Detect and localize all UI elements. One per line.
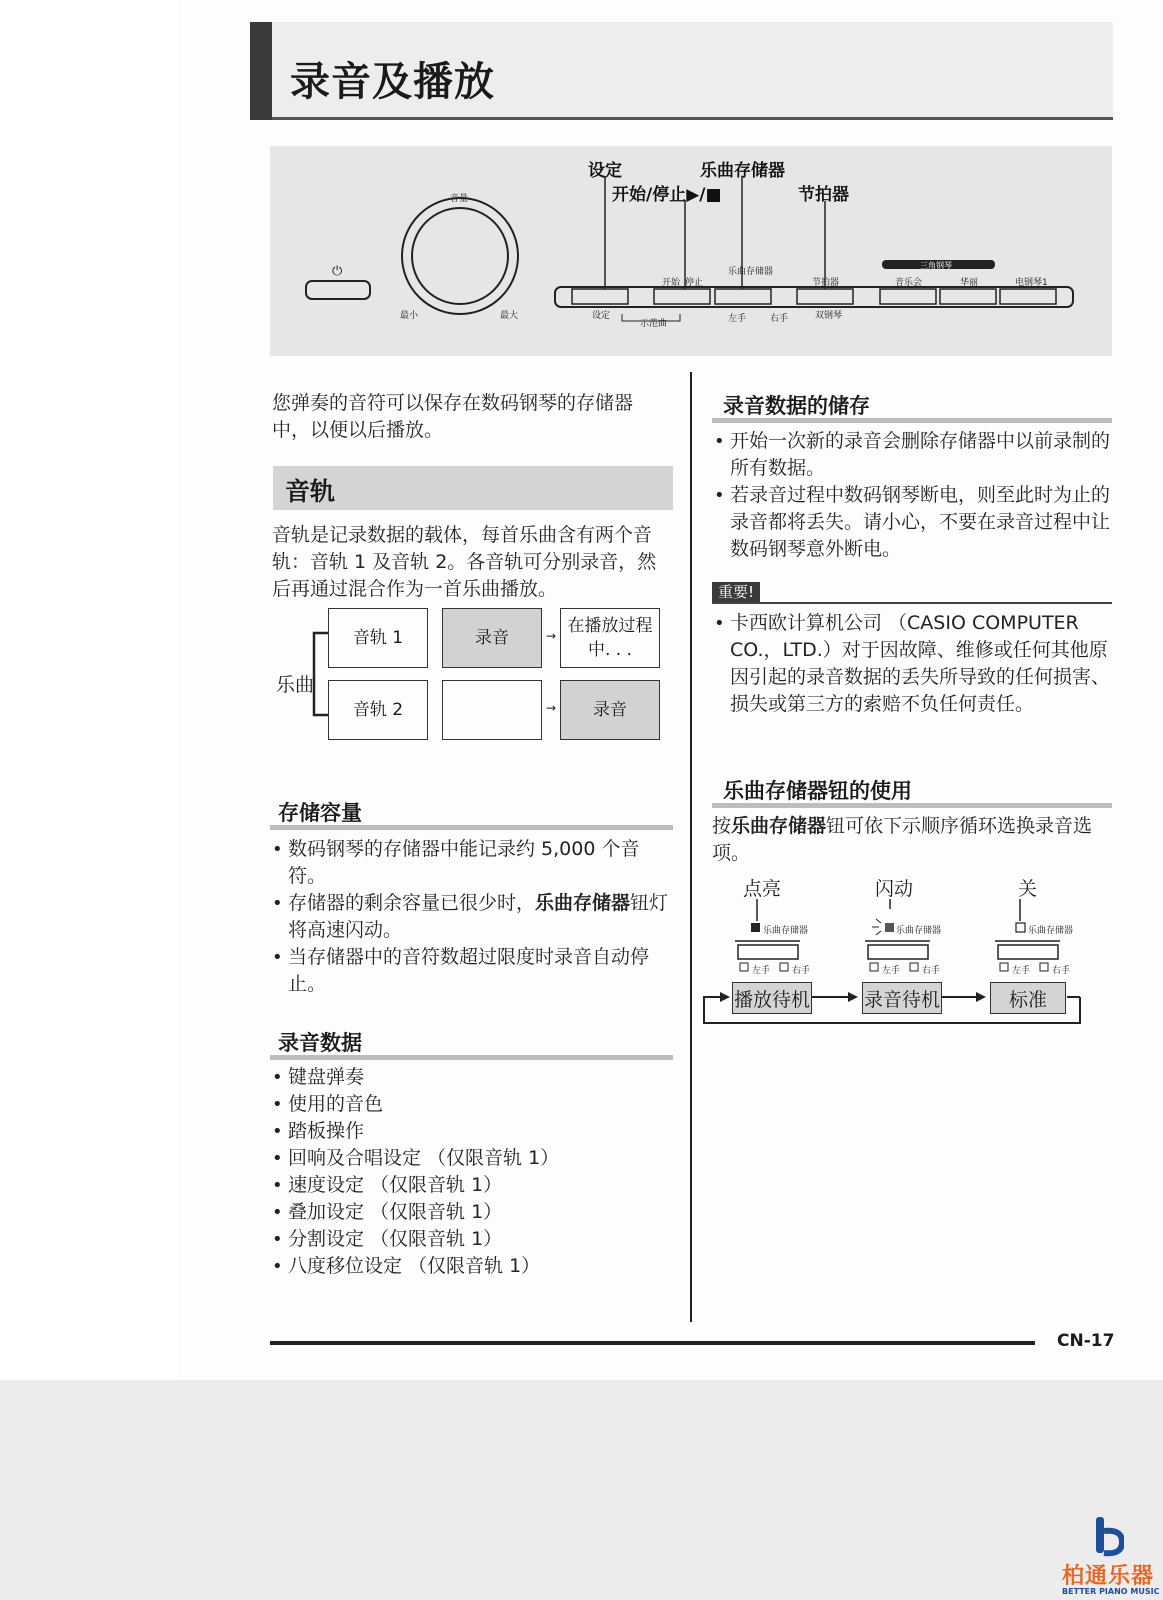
power-icon: ⏻ (332, 264, 343, 279)
metronome-small-label: 节拍器 (812, 278, 840, 288)
tracks-paragraph: 音轨是记录数据的载体，每首乐曲含有两个音轨：音轨 1 及音轨 2。各音轨可分别录音，然后再通过混合作为一首乐曲播放。 (272, 524, 657, 600)
stop-label: 停止 (685, 278, 704, 288)
storage-rule (712, 418, 1112, 423)
max-label: 最大 (500, 311, 519, 321)
setting-button-shape (572, 289, 628, 304)
scan-background (0, 1380, 1163, 1600)
song-memory-small-label: 乐曲存储器 (728, 267, 774, 277)
list-item: • 当存储器中的音符数超过限度时录音自动停止。 (270, 944, 670, 998)
left-hand-label: 左手 (1012, 966, 1031, 976)
storage-heading: 录音数据的储存 (723, 394, 870, 418)
left-hand-label: 左手 (882, 966, 901, 976)
song-memory-label: 乐曲存储器 (763, 926, 809, 936)
control-panel-illustration (270, 146, 1112, 356)
concert-label: 音乐会 (895, 278, 923, 288)
volume-label: 音量 (450, 194, 469, 204)
title-accent (250, 22, 272, 120)
data-rule (270, 1055, 673, 1060)
track1-box: 音轨 1 (328, 608, 428, 668)
setting-small-label: 设定 (592, 311, 611, 321)
button-rule (712, 803, 1112, 808)
state-flashing: 闪动 (875, 878, 914, 900)
label-song-memory: 乐曲存储器 (700, 161, 785, 181)
metronome-button-shape (797, 289, 853, 304)
page-number: CN-17 (1057, 1331, 1115, 1351)
title-bar (250, 22, 1113, 120)
button-heading: 乐曲存储器钮的使用 (723, 779, 912, 803)
mode-record-standby: 录音待机 (862, 982, 942, 1014)
data-heading: 录音数据 (278, 1031, 362, 1055)
song-memory-label: 乐曲存储器 (896, 926, 942, 936)
song-label: 乐曲 (276, 674, 315, 696)
list-item: • 开始一次新的录音会删除存储器中以前录制的所有数据。 (712, 428, 1112, 482)
list-item: • 速度设定 （仅限音轨 1） (270, 1172, 670, 1199)
list-item: • 存储器的剩余容量已很少时，乐曲存储器钮灯将高速闪动。 (270, 890, 670, 944)
arrow-icon: → (546, 701, 557, 715)
brilliant-label: 华丽 (960, 278, 979, 288)
list-item: • 分割设定 （仅限音轨 1） (270, 1226, 670, 1253)
power-button-shape (306, 281, 370, 299)
list-item: • 叠加设定 （仅限音轨 1） (270, 1199, 670, 1226)
column-divider (690, 372, 692, 1322)
mode-normal: 标准 (990, 982, 1066, 1014)
duet-label: 双钢琴 (815, 311, 843, 321)
demo-label: 示范曲 (640, 319, 668, 329)
label-metronome: 节拍器 (798, 185, 849, 205)
during-playback-box: 在播放过程中. . . (560, 608, 660, 668)
start-stop-button-shape (654, 289, 710, 304)
list-item: • 卡西欧计算机公司 （CASIO COMPUTER CO.，LTD.）对于因故障、维修或任何其他原因引起的录音数据的丢失所导致的任何损害、损失或第三方的索赔不负任何责任。 (712, 610, 1112, 718)
list-item: • 数码钢琴的存储器中能记录约 5,000 个音符。 (270, 836, 670, 890)
capacity-heading: 存储容量 (278, 801, 362, 825)
button-paragraph: 按乐曲存储器钮可依下示顺序循环选换录音选项。 (712, 815, 1093, 864)
track1-record-box: 录音 (442, 608, 542, 668)
mode-playback-standby: 播放待机 (732, 982, 812, 1014)
grand-piano-label: 三角钢琴 (920, 261, 952, 270)
important-note-header (712, 582, 1112, 604)
start-label: 开始 (662, 278, 681, 288)
list-item: • 使用的音色 (270, 1091, 670, 1118)
page-title: 录音及播放 (290, 59, 495, 105)
volume-knob-outer (402, 198, 518, 314)
epiano-label: 电钢琴1 (1015, 278, 1048, 288)
min-label: 最小 (400, 311, 419, 321)
right-hand-label: 右手 (792, 966, 811, 976)
list-item: • 回响及合唱设定 （仅限音轨 1） (270, 1145, 670, 1172)
tone2-button-shape (940, 289, 996, 304)
volume-knob-inner (412, 208, 508, 304)
left-hand-label: 左手 (728, 314, 747, 324)
track2-record-box: 录音 (560, 680, 660, 740)
logo-mark-icon (1094, 1515, 1124, 1557)
label-start-stop: 开始/停止▶/■ (612, 185, 722, 205)
storage-list (712, 428, 1112, 563)
song-bracket (310, 630, 330, 720)
tone1-button-shape (880, 289, 936, 304)
important-tag: 重要! (712, 582, 760, 602)
watermark-logo (1062, 1515, 1162, 1600)
footer-rule (270, 1341, 1035, 1345)
arrow-icon: → (546, 629, 557, 643)
important-list (712, 610, 1112, 718)
intro-paragraph: 您弹奏的音符可以保存在数码钢琴的存储器中，以便以后播放。 (272, 392, 634, 441)
song-memory-label: 乐曲存储器 (1028, 926, 1074, 936)
label-setting: 设定 (588, 161, 622, 181)
right-hand-label: 右手 (770, 314, 789, 324)
capacity-rule (270, 825, 673, 830)
right-hand-label: 右手 (1052, 966, 1071, 976)
tracks-section-band (273, 466, 673, 510)
logo-english-text: BETTER PIANO MUSIC (1062, 1587, 1160, 1596)
state-on: 点亮 (743, 878, 782, 900)
list-item: • 踏板操作 (270, 1118, 670, 1145)
tone3-button-shape (1000, 289, 1056, 304)
data-list (270, 1064, 670, 1280)
state-off: 关 (1018, 878, 1038, 900)
list-item: • 若录音过程中数码钢琴断电，则至此时为止的录音都将丢失。请小心，不要在录音过程中让数码钢琴意外断电。 (712, 482, 1112, 563)
list-item: • 八度移位设定 （仅限音轨 1） (270, 1253, 670, 1280)
song-memory-button-shape (715, 289, 771, 304)
logo-chinese-text: 柏通乐器 (1062, 1564, 1155, 1589)
tracks-heading: 音轨 (285, 477, 336, 506)
right-hand-label: 右手 (922, 966, 941, 976)
page-spine (0, 0, 178, 1600)
capacity-list (270, 836, 670, 998)
control-panel-drawing (270, 146, 1112, 356)
left-hand-label: 左手 (752, 966, 771, 976)
track2-box: 音轨 2 (328, 680, 428, 740)
track2-empty-box (442, 680, 542, 740)
list-item: • 键盘弹奏 (270, 1064, 670, 1091)
